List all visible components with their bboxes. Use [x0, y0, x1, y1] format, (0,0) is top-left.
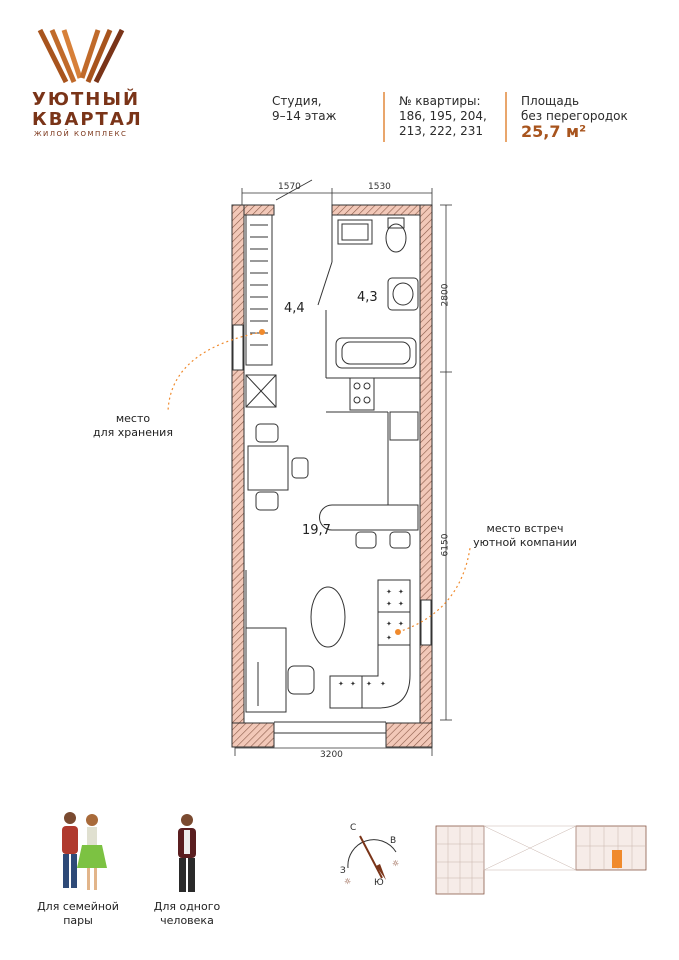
legend-single-line1: Для одного	[153, 900, 221, 913]
svg-text:✦: ✦	[398, 600, 404, 608]
svg-text:✦: ✦	[386, 600, 392, 608]
type-line2: 9–14 этаж	[272, 109, 337, 123]
apartment-highlight	[612, 850, 622, 868]
dim-right-upper: 2800	[440, 283, 451, 307]
svg-text:☼: ☼	[344, 877, 352, 886]
legend-couple	[22, 900, 134, 928]
legend-single-line2: человека	[160, 914, 214, 927]
floor-key-plan	[434, 822, 648, 896]
storage-closet	[246, 215, 276, 407]
legend-couple-line1: Для семейной	[37, 900, 119, 913]
svg-text:✦: ✦	[350, 680, 356, 688]
dim-top-left: 1570	[278, 182, 301, 192]
legend-single	[136, 900, 238, 928]
dining-set	[248, 424, 308, 510]
svg-text:✦: ✦	[386, 588, 392, 596]
svg-text:✦: ✦	[366, 680, 372, 688]
compass-south: Ю	[374, 878, 384, 888]
window-line	[274, 722, 386, 733]
room-area-main: 19,7	[302, 523, 331, 538]
svg-text:✦: ✦	[398, 620, 404, 628]
dim-right-lower: 6150	[440, 533, 451, 557]
svg-text:☼: ☼	[392, 859, 400, 868]
brand-subtitle: ЖИЛОЙ КОМПЛЕКС	[34, 130, 128, 138]
area-label-line2: без перегородок	[521, 109, 628, 123]
compass-north: С	[350, 823, 357, 833]
legend-couple-line2: пары	[63, 914, 93, 927]
single-person-icon	[172, 812, 202, 896]
area-value: 25,7 м²	[521, 122, 587, 141]
apartments-label: № квартиры:	[399, 94, 481, 108]
svg-text:✦: ✦	[338, 680, 344, 688]
svg-text:✦: ✦	[386, 634, 392, 642]
brand-name-line1: УЮТНЫЙ	[32, 89, 141, 110]
callout-meeting-line1: место встреч	[486, 522, 564, 535]
compass-west: З	[340, 866, 346, 876]
dim-top-right: 1530	[368, 182, 391, 192]
svg-text:✦: ✦	[380, 680, 386, 688]
dimension-lines	[235, 180, 452, 756]
area-label-line1: Площадь	[521, 94, 580, 108]
room-area-bath: 4,3	[357, 290, 378, 305]
walls	[232, 205, 432, 747]
callout-storage-line2: для хранения	[93, 426, 173, 439]
callout-meeting-line2: уютной компании	[473, 536, 577, 549]
brand-name-line2: КВАРТАЛ	[32, 109, 143, 130]
room-area-hall: 4,4	[284, 301, 305, 316]
callout-storage-line1: место	[115, 412, 151, 425]
dim-bottom: 3200	[320, 750, 343, 760]
apartments-line2: 213, 222, 231	[399, 124, 483, 138]
callout-meeting	[460, 522, 590, 550]
svg-text:✦: ✦	[398, 588, 404, 596]
svg-text:✦: ✦	[386, 620, 392, 628]
callout-storage	[78, 412, 188, 440]
compass-east: В	[390, 836, 397, 846]
type-line1: Студия,	[272, 94, 322, 108]
apartments-line1: 186, 195, 204,	[399, 109, 487, 123]
kitchen	[320, 378, 419, 548]
couple-icon	[52, 810, 112, 896]
